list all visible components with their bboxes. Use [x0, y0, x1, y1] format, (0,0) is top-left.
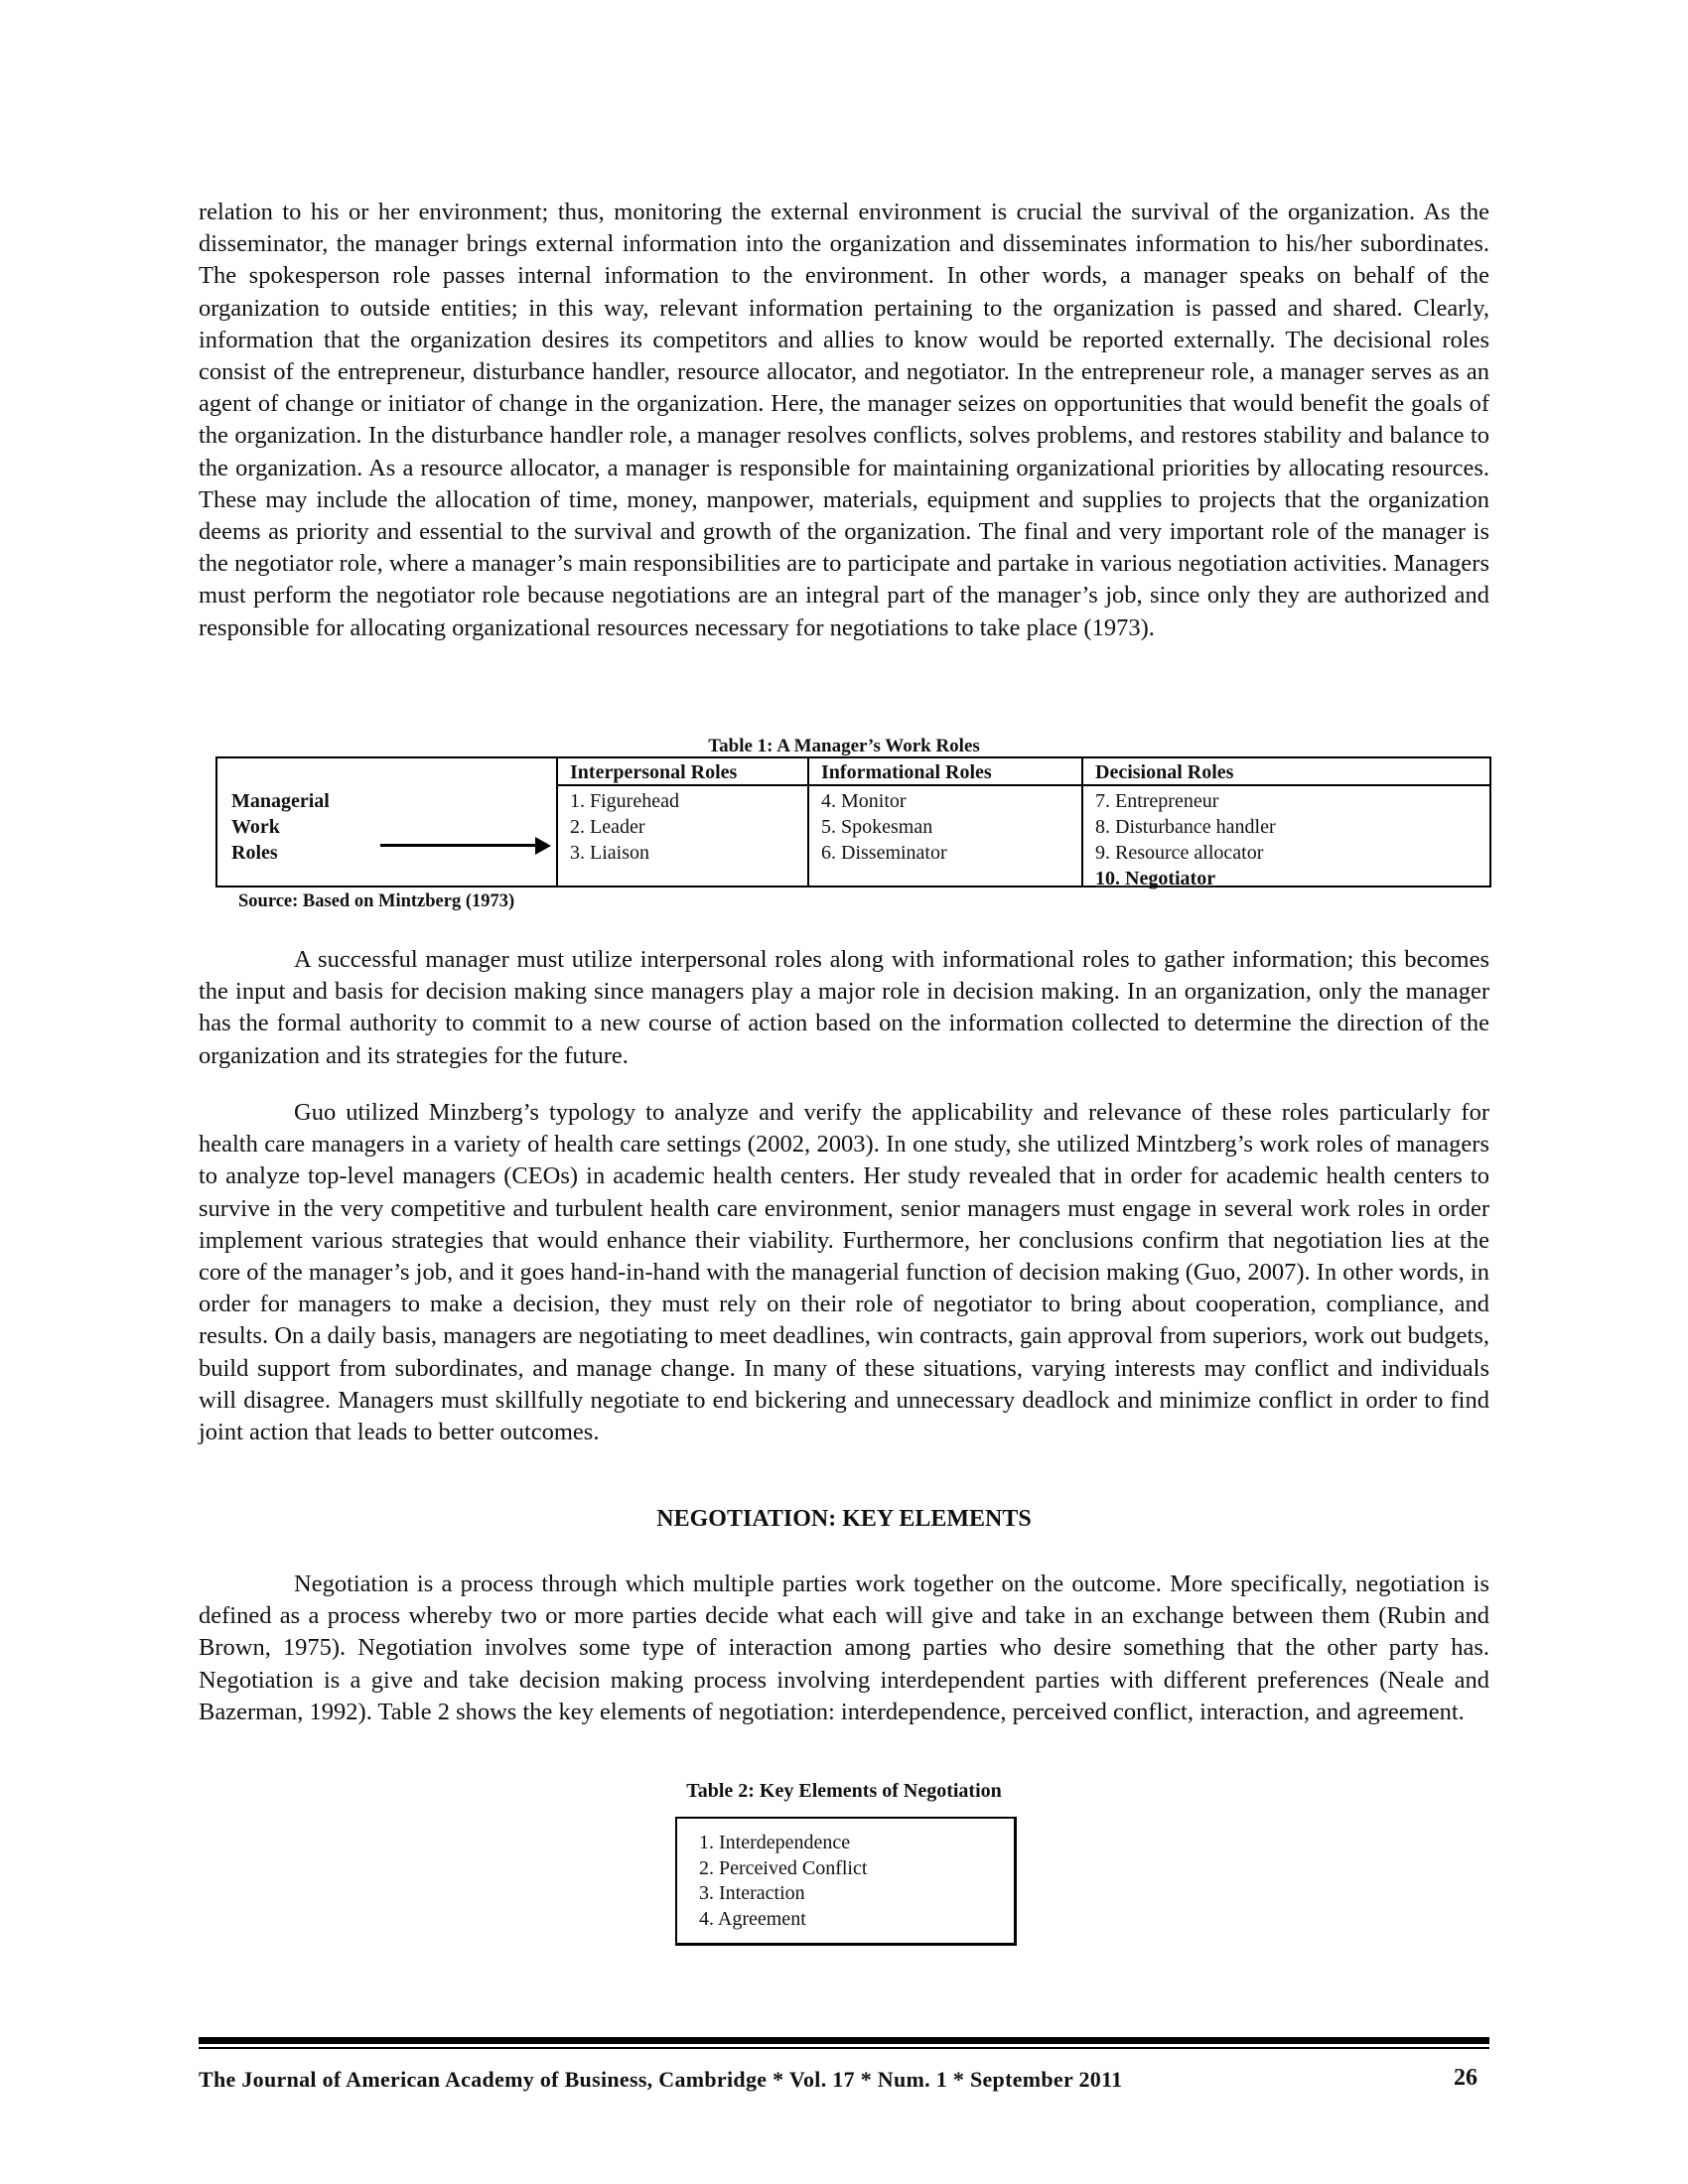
- table1-cell: 1. Figurehead: [570, 790, 679, 812]
- row-label-line: Managerial: [231, 790, 330, 812]
- table1-header: Decisional Roles: [1083, 758, 1489, 786]
- paragraph-2: A successful manager must utilize interpersonal roles along with informational roles to gather information; this becomes the input and basis for decision making since managers play a major role in decision making. In an organization, only the manager has the formal authority to commit to a new course of action based on the information collected to determine the direction of the organization and its strategies for the future.: [199, 946, 1489, 1069]
- row-label-line: Work: [231, 816, 280, 838]
- table1-cell: 3. Liaison: [570, 842, 649, 864]
- table1-col-decisional: [1081, 758, 1489, 889]
- table1-cell: 4. Monitor: [821, 790, 907, 812]
- table1-cell: 8. Disturbance handler: [1095, 816, 1276, 838]
- body-text-block-3: [199, 1097, 1489, 1448]
- table2-item: 2. Perceived Conflict: [699, 1856, 868, 1879]
- arrow-head-icon: [535, 837, 551, 855]
- section-heading: NEGOTIATION: KEY ELEMENTS: [656, 1506, 1032, 1532]
- table2-caption: Table 2: Key Elements of Negotiation: [686, 1780, 1002, 1802]
- body-text-block-4: [199, 1569, 1489, 1728]
- table1-caption-wrap: [199, 735, 1489, 758]
- table1-cell-negotiator: 10. Negotiator: [1095, 868, 1216, 889]
- row-label-line: Roles: [231, 842, 278, 864]
- table1-col-informational: [807, 758, 1081, 886]
- arrow-shaft: [380, 844, 539, 847]
- paragraph-3: Guo utilized Minzberg’s typology to analyze and verify the applicability and relevance of these roles particularly for health care managers in a variety of health care settings (2002, 2003). In one study, she utilized Mintzberg’s work roles of managers to analyze top-level managers (CEOs) in academic health centers. Her study revealed that in order for academic health centers to survive in the very competitive and turbulent health care environment, senior managers must engage in several work roles in order implement various strategies that would enhance their viability. Furthermore, her conclusions confirm that negotiation lies at the core of the manager’s job, and it goes hand-in-hand with the managerial function of decision making (Guo, 2007). In other words, in order for managers to make a decision, they must rely on their role of negotiator to bring about cooperation, compliance, and results. On a daily basis, managers are negotiating to meet deadlines, win contracts, gain approval from superiors, work out budgets, build support from subordinates, and manage change. In many of these situations, varying interests may conflict and individuals will disagree. Managers must skillfully negotiate to end bickering and unnecessary deadlock and minimize conflict in order to find joint action that leads to better outcomes.: [199, 1099, 1489, 1446]
- table1-caption: Table 1: A Manager’s Work Roles: [708, 736, 980, 756]
- table2: [675, 1817, 1017, 1946]
- section-heading-wrap: [199, 1504, 1489, 1534]
- table1: [215, 756, 1491, 887]
- table1-cell: 2. Leader: [570, 816, 645, 838]
- table1-cell: 5. Spokesman: [821, 816, 933, 838]
- table2-item: 4. Agreement: [699, 1907, 806, 1930]
- body-text-block-2: [199, 944, 1489, 1072]
- table1-row-label: [231, 788, 330, 866]
- table2-caption-wrap: [199, 1779, 1489, 1803]
- footer-journal: The Journal of American Academy of Business, Cambridge * Vol. 17 * Num. 1 * September 2011: [199, 2067, 1123, 2092]
- table2-item: 1. Interdependence: [699, 1832, 851, 1853]
- table1-header: Interpersonal Roles: [558, 758, 807, 786]
- table1-col-interpersonal: [556, 758, 807, 886]
- table1-header: Informational Roles: [809, 758, 1081, 786]
- paragraph-1: relation to his or her environment; thus, monitoring the external environment is crucial the survival of the organization. As the disseminator, the manager brings external information into the organization and disseminates information to his/her subordinates. The spokesperson role passes internal information to the environment. In other words, a manager speaks on behalf of the organization to outside entities; in this way, relevant information pertaining to the organization is passed and shared. Clearly, information that the organization desires its competitors and allies to know would be reported externally. The decisional roles consist of the entrepreneur, disturbance handler, resource allocator, and negotiator. In the entrepreneur role, a manager serves as an agent of change or initiator of change in the organization. Here, the manager seizes on opportunities that would benefit the goals of the organization. In the disturbance handler role, a manager resolves conflicts, solves problems, and restores stability and balance to the organization. As a resource allocator, a manager is responsible for maintaining organizational priorities by allocating resources. These may include the allocation of time, money, manpower, materials, equipment and supplies to projects that the organization deems as priority and essential to the survival and growth of the organization. The final and very important role of the manager is the negotiator role, where a manager’s main responsibilities are to participate and partake in various negotiation activities. Managers must perform the negotiator role because negotiations are an integral part of the manager’s job, since only they are authorized and responsible for allocating organizational resources necessary for negotiations to take place (1973).: [199, 199, 1489, 641]
- table1-cell: 9. Resource allocator: [1095, 842, 1264, 864]
- table1-source: Source: Based on Mintzberg (1973): [238, 891, 515, 911]
- footer-rule-thick: [199, 2037, 1489, 2044]
- page-number: 26: [1454, 2065, 1477, 2091]
- table2-item: 3. Interaction: [699, 1882, 805, 1904]
- table1-cell: 7. Entrepreneur: [1095, 790, 1219, 812]
- table1-cell: 6. Disseminator: [821, 842, 947, 864]
- paragraph-4: Negotiation is a process through which multiple parties work together on the outcome. More specifically, negotiation is defined as a process whereby two or more parties decide what each will give and take in an exchange between them (Rubin and Brown, 1975). Negotiation involves some type of interaction among parties who desire something that the other party has. Negotiation is a give and take decision making process involving interdependent parties with different preferences (Neale and Bazerman, 1992). Table 2 shows the key elements of negotiation: interdependence, perceived conflict, interaction, and agreement.: [199, 1570, 1489, 1725]
- body-text-block-1: [199, 197, 1489, 644]
- footer-rule-thin: [199, 2047, 1489, 2049]
